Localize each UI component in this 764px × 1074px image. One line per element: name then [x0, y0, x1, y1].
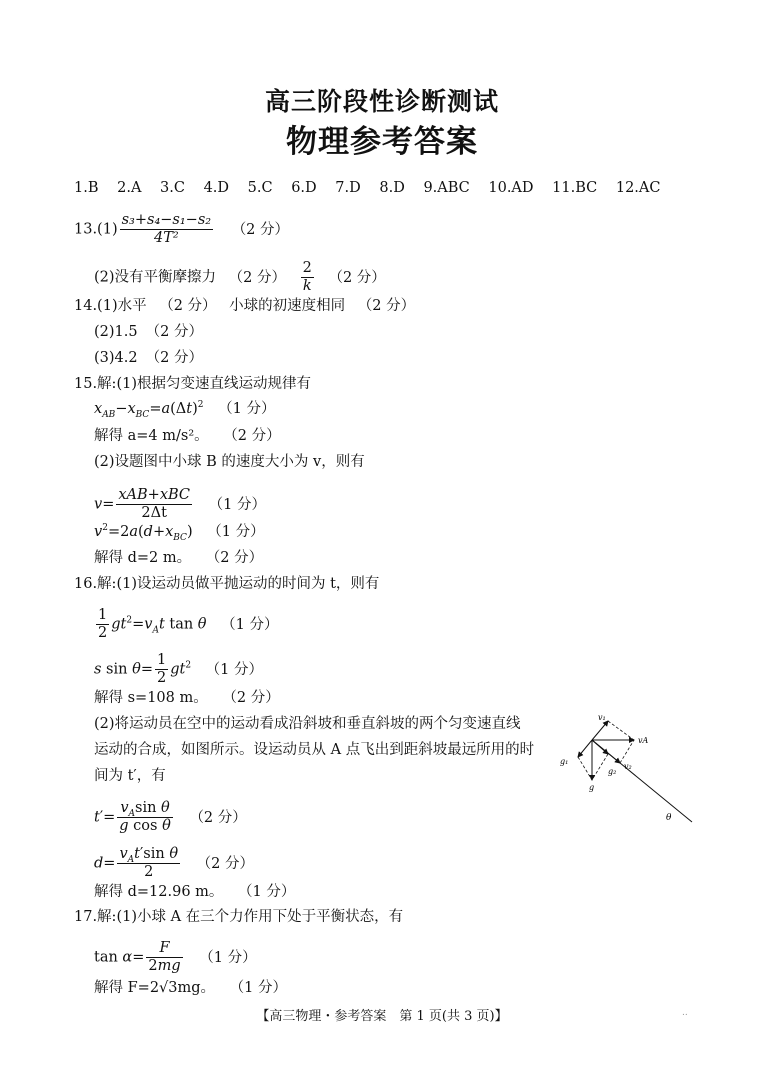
q15-equation3: $v^2=2a(d+x_{BC})$ （1 分）	[94, 523, 265, 543]
mc-answer: 9.ABC	[423, 180, 470, 196]
label-g1: g₁	[560, 757, 569, 766]
q13-part2: (2)没有平衡摩擦力 （2 分） $\frac{2}{k}$ （2 分）	[94, 260, 386, 294]
q15-equation1: $x_{AB}-x_{BC}=a(\Delta t)^2$ （1 分）	[94, 400, 276, 420]
q16-line6: 运动的合成，如图所示。设运动员从 A 点飞出到距斜坡最远所用的时	[94, 742, 535, 758]
q16-result2: 解得 d=12.96 m。 （1 分）	[94, 884, 296, 900]
q15-equation2: v= $\frac{\text{xAB+xBC}}{2\Delta t}$ （1 分）	[94, 487, 266, 521]
mc-answer: 3.C	[160, 180, 185, 196]
mc-answer: 7.D	[335, 180, 361, 196]
q15-line4: (2)设题图中小球 B 的速度大小为 v，则有	[94, 454, 365, 470]
q14-part1: 14.(1)水平 （2 分） 小球的初速度相同 （2 分）	[74, 298, 416, 314]
q16-equation1: $\frac{1}{2}$ $gt^2=v_At$ tan θ （1 分）	[98, 607, 279, 641]
label-v2: v₂	[624, 762, 632, 771]
mc-answer: 8.D	[379, 180, 405, 196]
mc-answer: 11.BC	[552, 180, 598, 196]
q16-equation2: s sin θ= $\frac{1}{2}$ $gt^2$ （1 分）	[94, 652, 264, 686]
q13-fraction: $\frac{\text{s₃+s₄−s₁−s₂}}{\text{4T²}}$	[121, 212, 212, 246]
mc-answer: 6.D	[291, 180, 317, 196]
q16-line1: 16.解:(1)设运动员做平抛运动的时间为 t，则有	[74, 576, 380, 592]
q17-line1: 17.解:(1)小球 A 在三个力作用下处于平衡状态，有	[74, 909, 404, 925]
q16-line7: 间为 t′，有	[94, 768, 166, 784]
q15-line1: 15.解:(1)根据匀变速直线运动规律有	[74, 376, 311, 392]
q14-part3: (3)4.2 （2 分）	[94, 350, 203, 366]
slope-vector-diagram	[556, 710, 706, 830]
page-footer: 【高三物理・参考答案 第 1 页(共 3 页)】	[256, 1009, 508, 1024]
q16-equation3: t′= $\frac{v_A\sin \theta}{\text{g cos θ}}$ （2 分）	[94, 800, 247, 834]
q17-equation1: tan α= $\frac{F}{2mg}$ （1 分）	[94, 940, 257, 974]
mc-answer: 12.AC	[615, 180, 661, 196]
q13-fraction-2k: $\frac{2}{k}$	[302, 260, 312, 294]
label-v1: v₁	[598, 713, 606, 722]
mc-answers-row	[74, 178, 661, 198]
q16-equation4: d= $\frac{v_At'\sin \theta}{2}$ （2 分）	[94, 846, 254, 880]
label-g2: g₂	[608, 767, 617, 776]
q16-line5: (2)将运动员在空中的运动看成沿斜坡和垂直斜坡的两个匀变速直线	[94, 716, 521, 732]
mc-answer: 5.C	[247, 180, 273, 196]
label-g: g	[589, 783, 595, 792]
mc-answer: 2.A	[117, 180, 142, 196]
q16-result1: 解得 s=108 m。 （2 分）	[94, 690, 280, 706]
page-title: 高三阶段性诊断测试	[264, 87, 499, 116]
q13-part1: 13.(1) $\frac{\text{s₃+s₄−s₁−s₂}}{\text{4T²}}$ （2 分）	[74, 212, 290, 246]
g1-vector	[578, 740, 592, 757]
g2-vector	[592, 740, 608, 754]
page-subtitle: 物理参考答案	[286, 124, 478, 160]
label-theta: θ	[666, 813, 672, 823]
mc-answer: 4.D	[203, 180, 230, 196]
q15-result1: 解得 a=4 m/s²。 （2 分）	[94, 428, 281, 444]
mc-answer: 1.B	[74, 180, 99, 196]
footer-mark: ..	[682, 1008, 688, 1018]
mc-answer: 10.AD	[488, 180, 534, 196]
q15-result2: 解得 d=2 m。 （2 分）	[94, 550, 264, 566]
label-va: vA	[638, 736, 649, 745]
q17-result: 解得 F=2√3mg。 （1 分）	[94, 980, 287, 996]
v1-vector	[592, 721, 608, 740]
q14-part2: (2)1.5 （2 分）	[94, 324, 203, 340]
